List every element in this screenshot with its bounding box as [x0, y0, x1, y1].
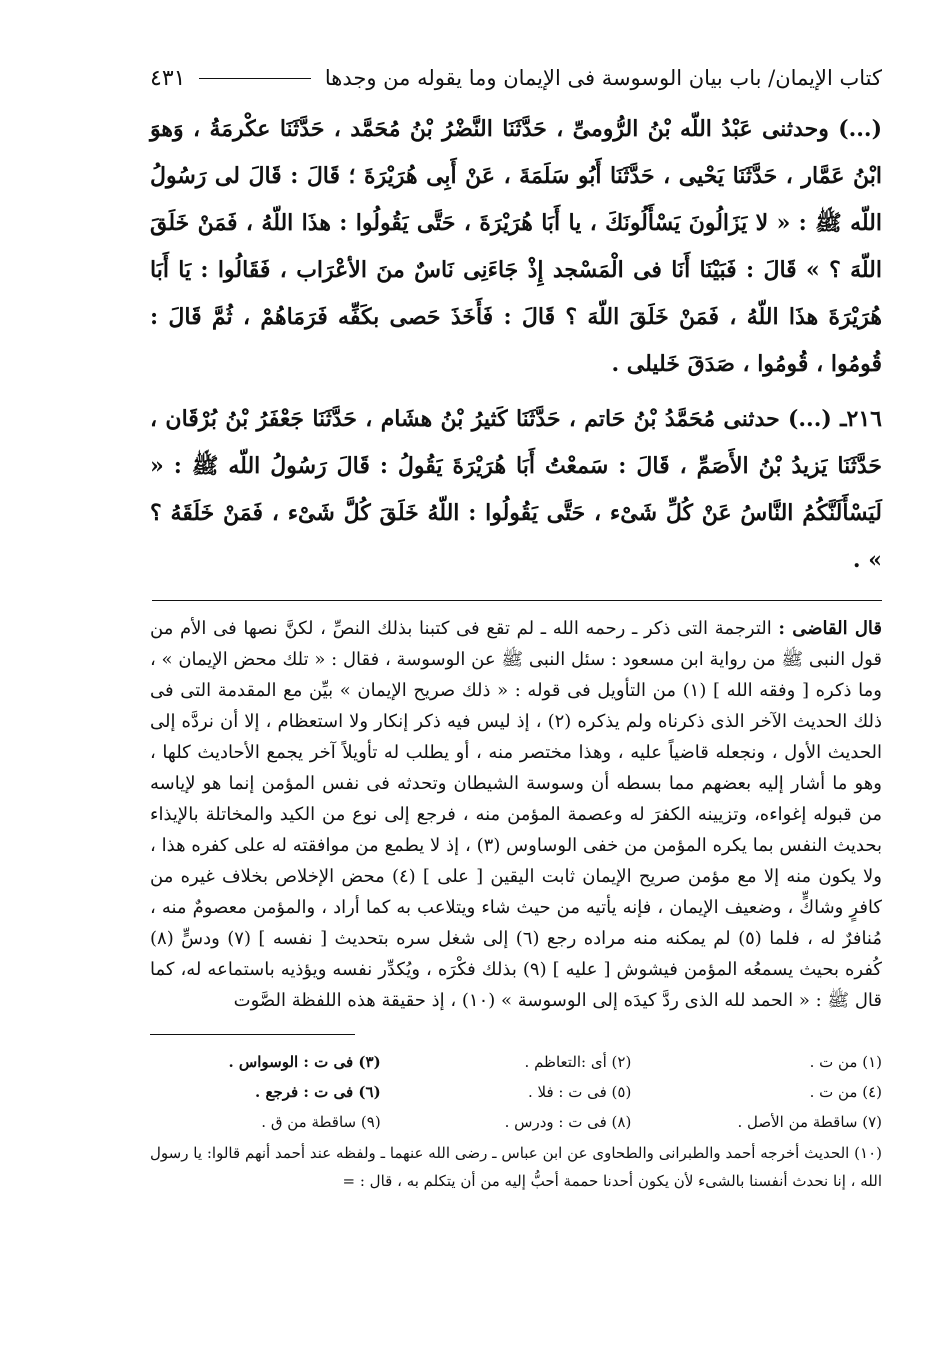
- commentary-paragraph: [150, 613, 882, 1016]
- footnotes-rule: [150, 1034, 355, 1035]
- running-head: [150, 60, 882, 96]
- footnote: (٣) فى ت : الوسواس .: [228, 1053, 381, 1071]
- footnote: (٢) أى :التعاظم .: [524, 1053, 632, 1071]
- footnote: (٧) ساقطة من الأصل .: [737, 1113, 882, 1131]
- footnote: (٩) ساقطة من ق .: [261, 1113, 381, 1131]
- footnote: (٥) فى ت : فلا .: [527, 1083, 632, 1101]
- footnotes: [150, 1049, 882, 1135]
- footnote-long: (١٠) الحديث أخرجه أحمد والطبرانى والطحاوى عن ابن عباس ـ رضى الله عنهما ـ ولفظه عند أحمد أنهم قالوا: يا رسول الله ، إنا نحدث أنفسنا بالشىء لأن يكون أحدنا حممة أحبُّ إليه من أن يتكلم به ، قال : =: [150, 1144, 882, 1190]
- footnote: (٦) فى ت : فرجع .: [255, 1083, 381, 1101]
- running-head-rule: [199, 78, 310, 79]
- running-head-title: كتاب الإيمان/ باب بيان الوسوسة فى الإيمان وما يقوله من وجدها: [324, 66, 882, 90]
- commentary-lead: قال القاضى :: [778, 618, 882, 639]
- footnote: (٨) فى ت : ودرس .: [504, 1113, 632, 1131]
- hadith-paragraph: ٢١٦ـ (...) حدثنى مُحَمَّدُ بْنُ حَاتم ، حَدَّثَنَا كَثيرُ بْنُ هشَام ، حَدَّثَنَا جَعْفَرُ بْنُ بُرْقَان ، حَدَّثَنَا يَزيدُ بْنُ الأَصَمِّ ، قَالَ : سَمعْتُ أَبَا هُرَيْرَةَ يَقُولُ : قَالَ رَسُولُ اللّه ﷺ : « لَيَسْأَلَنَّكُمُ النَّاسُ عَنْ كُلِّ شَىْء ، حَتَّى يَقُولُوا : اللّهُ خَلَقَ كُلَّ شَىْء ، فَمَنْ خَلَقَهُ ؟ » .: [150, 406, 882, 573]
- hadith-paragraph: (...) وحدثنى عَبْدُ اللّه بْنُ الرُّومىِّ ، حَدَّثَنَا النَّضْرُ بْنُ مُحَمَّد ، حَدَّثَنَا عكْرمَةُ ، وَهوَ ابْنُ عَمَّار ، حَدَّثَنَا يَحْيى ، حَدَّثَنَا أَبُو سَلَمَةَ ، عَنْ أَبِى هُرَيْرَةَ ؛ قَالَ : قَالَ لى رَسُولُ اللّه ﷺ : « لا يَزَالُونَ يَسْأَلُونَكَ ، يا أَبَا هُرَيْرَةَ ، حَتَّى يَقُولُوا : هذَا اللّهُ ، فَمَنْ خَلَقَ اللّهَ ؟ » قَالَ : فَبَيْنَا أَنَا فى الْمَسْجد إِذْ جَاءَنِى نَاسٌ منَ الأعْرَاب ، فَقَالُوا : يَا أَبَا هُرَيْرَةَ هذَا اللّهُ ، فَمَنْ خَلَقَ اللّهَ ؟ قَالَ : فَأَخَذَ حَصى بكَفِّه فَرَمَاهُمْ ، ثُمَّ قَالَ : قُومُوا ، قُومُوا ، صَدَقَ خَليلى .: [150, 116, 883, 377]
- footnote: (١) من ت .: [809, 1053, 882, 1071]
- footnote: (٤) من ت .: [809, 1083, 882, 1101]
- text-separator: [152, 600, 882, 601]
- commentary-body: الترجمة التى ذكر ـ رحمه الله ـ لم تقع فى كتبنا بذلك النصِّ ، لكنَّ نصها فى الأم من قول النبى ﷺ من رواية ابن مسعود : سئل النبى ﷺ عن الوسوسة ، فقال : « تلك محض الإيمان » ، وما ذكره [ وفقه الله ] (١) من التأويل فى قوله : « ذلك صريح الإيمان » بيِّن مع المقدمة التى فى ذلك الحديث الآخر الذى ذكرناه ولم يذكره (٢) ، إذ ليس فيه ذكر إنكار ولا استعظام ، إلا أن نردَّه إلى الحديث الأول ، ونجعله قاضياً عليه ، وهذا مختصر منه ، أو يطلب له تأويلاً آخر يجمع الأحاديث كلها ، وهو ما أشار إليه بعضهم مما بسطه أن وسوسة الشيطان وتحدثه فى نفس المؤمن إنما هو لإياسه من قبوله إغواءه، وتزيينه الكفرَ له وعصمة المؤمن منه ، فرجع إلى نوع من الكيد والمخاتلة بالإيذاء بحديث النفس بما يكره المؤمن من خفى الوساوس (٣) ، إذ لا يطمع من موافقته له على كفره هذا ، ولا يكون منه إلا مع مؤمن صريح الإيمان ثابت اليقين [ على ] (٤) محض الإخلاص بخلاف غيره من كافرٍ وشاكٍّ ، وضعيف الإيمان ، فإنه يأتيه من حيث شاء ويتلاعب به كما أراد ، والمؤمن معصومٌ منه ، مُنافرٌ له ، فلما (٥) لم يمكنه منه مراده رجع (٦) إلى شغل سره بتحديث [ نفسه ] (٧) ودسٍّ (٨) كُفره بحيث يسمعُه المؤمن فيشوش [ عليه ] (٩) بذلك فكْرَه ، ويُكدِّر نفسه ويؤذيه باستماعه له، كما قال ﷺ : « الحمد لله الذى ردَّ كيدَه إلى الوسوسة » (١٠) ، إذ حقيقة هذه اللفظة الصَّوت: [150, 618, 883, 1011]
- page-number: ٤٣١: [150, 65, 186, 91]
